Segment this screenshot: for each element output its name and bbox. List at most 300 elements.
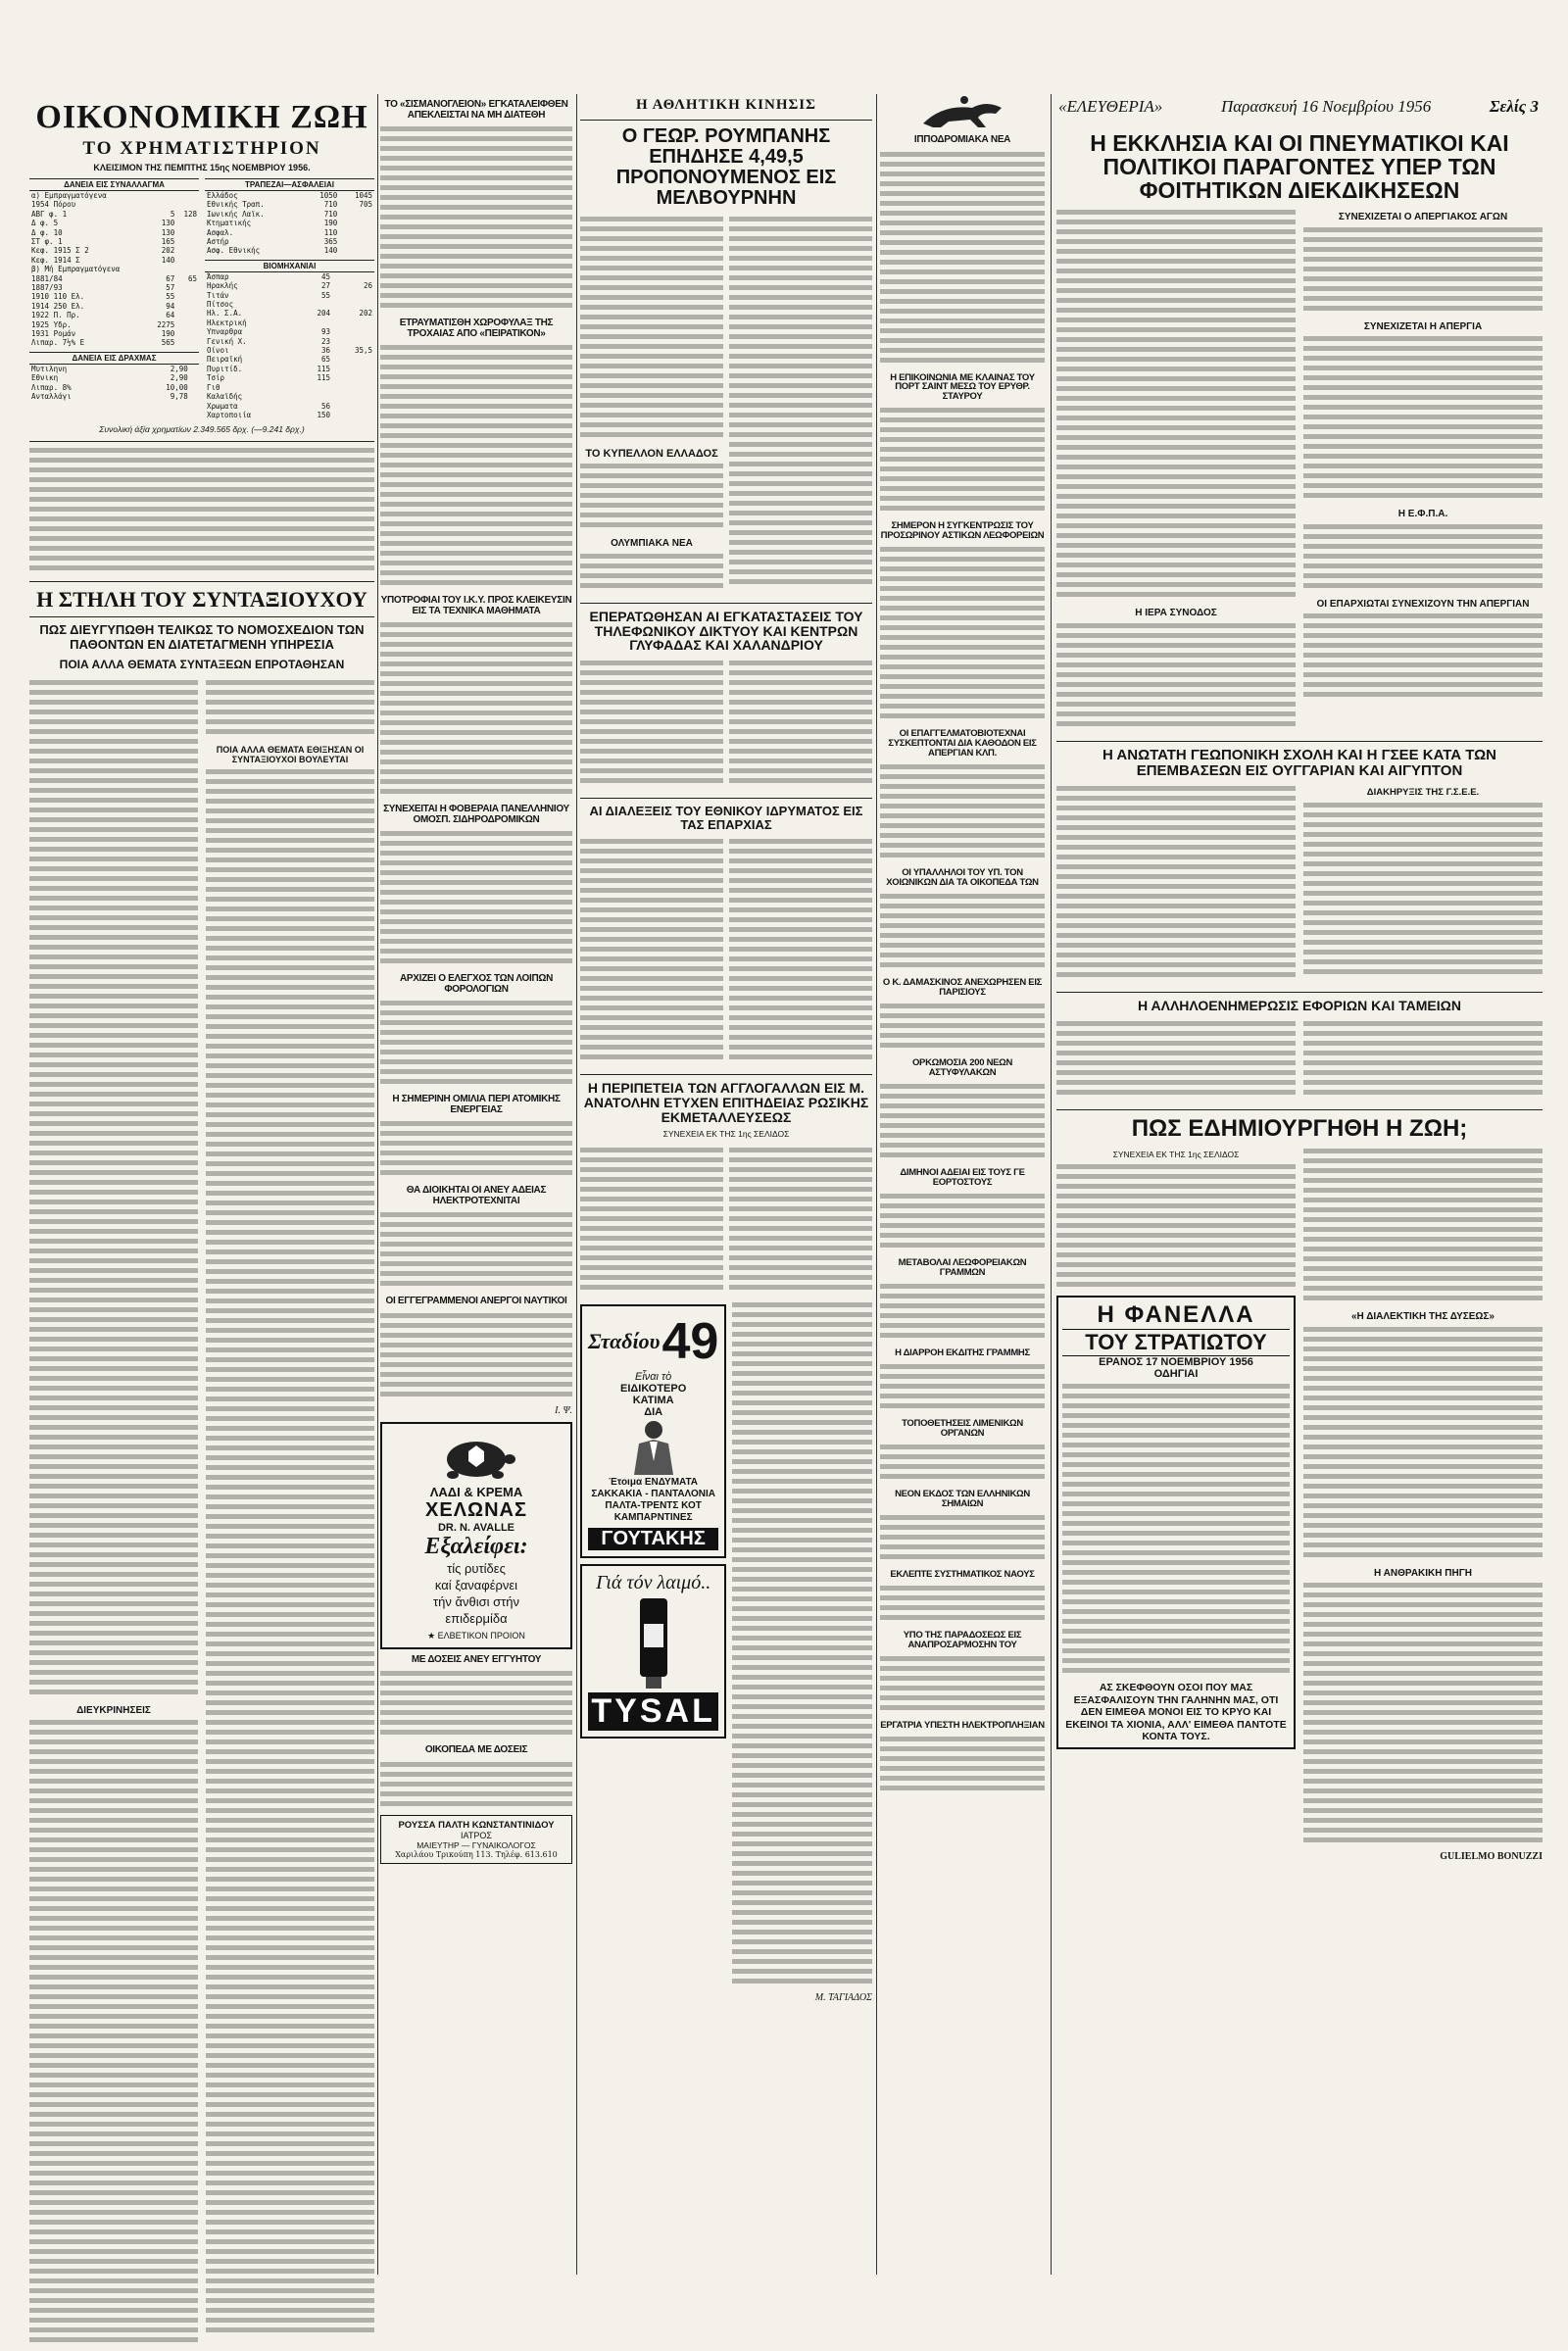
industry-row (205, 373, 374, 382)
stock-name: Δ φ. 10 (31, 227, 63, 237)
ad-brand-block: ΓΟΥΤΑΚΗΣ (588, 1528, 718, 1550)
drachma-loans-head: ΔΑΝΕΙΑ ΕΙΣ ΔΡΑΧΜΑΣ (29, 352, 199, 364)
stock-price (176, 283, 199, 292)
stock-name: Οίνοι (207, 346, 229, 356)
industry-row (205, 271, 374, 281)
continued-note: ΣΥΝΕΧΕΙΑ ΕΚ ΤΗΣ 1ης ΣΕΛΙΔΟΣ (1112, 1150, 1240, 1160)
doctor-role: ΙΑΤΡΟΣ (461, 1830, 492, 1840)
ad-line: επιδερμίδα (445, 1610, 508, 1626)
stock-price (176, 265, 199, 273)
subhead: «Η ΔΙΑΛΕΚΤΙΚΗ ΤΗΣ ΔΥΣΕΩΣ» (1351, 1311, 1494, 1323)
stock-price (176, 200, 199, 209)
stock-price: 202 (359, 309, 372, 318)
divider (29, 581, 374, 582)
stock-name: Γενική Χ. (207, 336, 247, 346)
headline: ΑΙ ΔΙΑΛΕΞΕΙΣ ΤΟΥ ΕΘΝΙΚΟΥ ΙΔΡΥΜΑΤΟΣ ΕΙΣ ΤΑΣ ΕΠΑΡΧΙΑΣ (589, 803, 863, 832)
stock-price: 190 (161, 329, 175, 339)
ad-line: καί ξαναφέρνει (434, 1577, 518, 1592)
industry-row (205, 365, 374, 373)
stock-price (332, 327, 374, 336)
ad-script: Εξαλείφει: (424, 1533, 528, 1559)
headline: ΤΟ «ΣΙΣΜΑΝΟΓΛΕΙΟΝ» ΕΓΚΑΤΑΛΕΙΦΘΕΝ ΑΠΕΚΛΕΙΣΤΑΙ ΝΑ ΜΗ ΔΙΑΤΕΘΗ (384, 99, 568, 121)
pension-subhead-2: ΠΟΙΑ ΑΛΛΑ ΘΕΜΑΤΑ ΣΥΝΤΑΞΕΩΝ ΕΠΡΟΤΑΘΗΣΑΝ (59, 658, 345, 672)
ad-line: τήν ἄνθισι στήν (432, 1593, 520, 1609)
loan-row (29, 256, 199, 265)
stock-name: Χαρτοποιία (207, 410, 252, 419)
subhead: ΣΥΝΕΧΙΖΕΤΑΙ Ο ΑΠΕΡΓΙΑΚΟΣ ΑΓΩΝ (1338, 212, 1508, 223)
page-number: Σελίς 3 (1489, 97, 1539, 116)
stock-price: 165 (161, 237, 175, 246)
stock-price: 204 (317, 309, 330, 318)
headline: ΟΙ ΕΠΑΓΓΕΛΜΑΤΟΒΙΟΤΕΧΝΑΙ ΣΥΣΚΕΠΤΟΝΤΑΙ ΔΙΑ ΚΑΘΟΔΟΝ ΕΙΣ ΑΠΕΡΓΙΑΝ ΚΛΠ. (888, 728, 1037, 759)
drachma-loan-row (29, 373, 199, 382)
ad-line: ΔΙΑ (644, 1406, 663, 1419)
stock-price (339, 246, 374, 255)
doctor-name: ΡΟΥΣΣΑ ΠΑΛΤΗ ΚΩΝΣΤΑΝΤΙΝΙΔΟΥ (398, 1819, 555, 1831)
stock-price (299, 383, 332, 392)
stock-price (299, 392, 332, 401)
section-title: ΟΙΚΟΝΟΜΙΚΗ ΖΩΗ (35, 99, 368, 135)
stock-price: 115 (317, 364, 330, 373)
stock-price: 93 (320, 327, 330, 337)
stock-name: 1914 250 Ελ. (31, 301, 85, 311)
stock-price: 2,90 (170, 364, 188, 373)
loan-row (29, 210, 199, 219)
stock-price: 36 (320, 346, 330, 356)
tysal-ad (580, 1564, 726, 1739)
column-rule (876, 94, 877, 2275)
ad-title-2: ΧΕΛΩΝΑΣ (425, 1498, 527, 1521)
headline: ΕΚΛΕΠΤΕ ΣΥΣΤΗΜΑΤΙΚΟΣ ΝΑΟΥΣ (890, 1568, 1035, 1580)
stock-name: Μυτιληνη (31, 364, 68, 373)
industry-row (205, 355, 374, 364)
ad-brand: Σταδίου (588, 1329, 661, 1354)
stock-price: 65 (320, 355, 330, 365)
stock-price (332, 373, 374, 382)
stock-price: 27 (320, 281, 330, 291)
headline: ΟΙΚΟΠΕΔΑ ΜΕ ΔΟΣΕΙΣ (424, 1744, 528, 1755)
stock-name: Τιτάν (207, 290, 229, 300)
stock-name: Ηλ. Σ.Α. (207, 309, 243, 318)
stock-price (190, 373, 199, 382)
stock-name: Τσίρ (207, 373, 225, 383)
loan-row (29, 200, 199, 209)
stock-price: 1050 (319, 190, 338, 200)
subhead: ΔΙΑΚΗΡΥΞΙΣ ΤΗΣ Γ.Σ.Ε.Ε. (1366, 787, 1480, 799)
issue-date: Παρασκευή 16 Νοεμβρίου 1956 (1220, 97, 1432, 116)
foreign-loans-head: ΔΑΝΕΙΑ ΕΙΣ ΣΥΝΑΛΛΑΓΜΑ (29, 178, 199, 190)
stock-price: 110 (323, 227, 338, 237)
ad-line: τίς ρυτίδες (447, 1560, 506, 1576)
industry-row (205, 291, 374, 300)
stock-price (176, 219, 199, 227)
industry-row (205, 346, 374, 355)
headline: ΔΙΜΗΝΟΙ ΑΔΕΙΑΙ ΕΙΣ ΤΟΥΣ ΓΕ ΕΟΡΤΟΣΤΟΥΣ (900, 1167, 1025, 1189)
loan-row (29, 190, 199, 200)
stock-name: α) Εμπραγματόγενα (31, 190, 107, 200)
doctor-specialty: ΜΑΙΕΥΤΗΡ — ΓΥΝΑΙΚΟΛΟΓΟΣ (416, 1839, 536, 1850)
stock-name: Κτηματικής (207, 219, 252, 228)
loan-row (29, 311, 199, 319)
stock-name: Δ φ. 5 (31, 219, 59, 228)
headline: Ο ΓΕΩΡ. ΡΟΥΜΠΑΝΗΣ ΕΠΗΔΗΣΕ 4,49,5 ΠΡΟΠΟΝΟΥΜΕΝΟΣ ΕΙΣ ΜΕΛΒΟΥΡΝΗΝ (615, 124, 837, 209)
headline: ΤΟΠΟΘΕΤΗΣΕΙΣ ΛΙΜΕΝΙΚΩΝ ΟΡΓΑΝΩΝ (902, 1417, 1023, 1439)
industry-row (205, 411, 374, 419)
stock-price: 140 (161, 255, 175, 265)
stock-price (190, 392, 199, 401)
pension-mid-subhead: ΠΟΙΑ ΑΛΛΑ ΘΕΜΑΤΑ ΕΘΙΞΗΣΑΝ ΟΙ ΣΥΝΤΑΞΙΟΥΧΟΙ ΒΟΥΛΕΥΤΑΙ (216, 744, 365, 765)
loan-row (29, 237, 199, 246)
stock-price (332, 383, 374, 392)
turtle-icon (386, 1430, 566, 1485)
stock-name: Λιπαρ. 7½% Ε (31, 338, 85, 348)
stock-price: 45 (320, 271, 330, 281)
headline: Η ΑΝΩΤΑΤΗ ΓΕΩΠΟΝΙΚΗ ΣΧΟΛΗ ΚΑΙ Η ΓΣΕΕ ΚΑΤΑ ΤΩΝ ΕΠΕΜΒΑΣΕΩΝ ΕΙΣ ΟΥΓΓΑΡΙΑΝ ΚΑΙ ΑΙΓΥΠΤΟΝ (1102, 746, 1496, 779)
market-report-text (29, 448, 374, 575)
box-instructions: ΟΔΗΓΙΑΙ (1153, 1368, 1199, 1381)
divider (1056, 741, 1543, 742)
stock-name: Ανταλλάγι (31, 392, 72, 402)
turtle-cream-ad (380, 1422, 572, 1649)
loan-row (29, 338, 199, 347)
subhead: ΣΥΝΕΧΙΖΕΤΑΙ Η ΑΠΕΡΓΙΑ (1363, 320, 1483, 332)
stock-name: Ελλάδος (207, 190, 238, 200)
bank-row (205, 210, 374, 219)
stock-price: 56 (320, 401, 330, 411)
stock-name: 1931 Ρομάν (31, 329, 76, 339)
industry-row (205, 318, 374, 327)
column-rule (377, 94, 378, 2275)
stock-name: Άσπαρ (207, 271, 229, 281)
stock-price: 64 (166, 311, 175, 320)
stock-tables (29, 178, 374, 419)
ad-brand: DR. N. AVALLE (437, 1521, 514, 1534)
turnover-note: Συνολική άξία χρηματίων 2.349.565 δρχ. (—9.241 δρχ.) (99, 424, 305, 435)
suit-figure-icon (588, 1418, 718, 1477)
loan-row (29, 219, 199, 227)
subhead: ΟΛΥΜΠΙΑΚΑ ΝΕΑ (611, 538, 693, 550)
industry-row (205, 281, 374, 290)
stock-price: 55 (320, 290, 330, 300)
pension-subhead: ΠΩΣ ΔΙΕΥΓΥΠΩΘΗ ΤΕΛΙΚΩΣ ΤΟ ΝΟΜΟΣΧΕΔΙΟΝ ΤΩΝ ΠΑΘΟΝΤΩΝ ΕΝ ΔΙΑΤΕΤΑΓΜΕΝΗ ΥΠΗΡΕΣΙΑ (39, 622, 365, 653)
loan-row (29, 274, 199, 283)
stock-name: 1910 110 Ελ. (31, 292, 85, 302)
industry-row (205, 300, 374, 309)
stock-name: Εθνικη (31, 373, 59, 383)
stock-name: 1881/84 (31, 273, 63, 283)
stock-price (149, 265, 177, 273)
ad-line: ΚΑΤΙΜΑ (632, 1395, 674, 1407)
stock-price (176, 190, 199, 200)
ad-line: ΕΙΔΙΚΟΤΕΡΟ (619, 1383, 687, 1396)
headline: Η ΔΙΑΡΡΟΗ ΕΚΔΙΤΗΣ ΓΡΑΜΜΗΣ (895, 1347, 1030, 1358)
stock-name: Κεφ. 1915 Σ 2 (31, 246, 89, 256)
industry-row (205, 309, 374, 318)
headline: ΥΠΟΤΡΟΦΙΑΙ ΤΟΥ Ι.Κ.Υ. ΠΡΟΣ ΚΛΕΙΚΕΥΣΙΝ ΕΙΣ ΤΑ ΤΕΧΝΙΚΑ ΜΑΘΗΜΑΤΑ (380, 595, 572, 616)
ad-number: 49 (662, 1313, 719, 1371)
stock-name: Ηλεκτρική (207, 318, 247, 327)
headline: Ο Κ. ΔΑΜΑΣΚΙΝΟΣ ΑΝΕΧΩΡΗΣΕΝ ΕΙΣ ΠΑΡΙΣΙΟΥΣ (882, 977, 1043, 999)
bank-row (205, 228, 374, 237)
stock-price (339, 228, 374, 237)
sports-kicker: Η ΑΘΛΗΤΙΚΗ ΚΙΝΗΣΙΣ (636, 97, 816, 113)
stock-price: 67 (166, 273, 175, 283)
drachma-loan-row (29, 383, 199, 392)
stock-price: 565 (161, 338, 175, 348)
box-title-2: ΤΟΥ ΣΤΡΑΤΙΩΤΟΥ (1062, 1329, 1290, 1355)
stock-price (339, 237, 374, 246)
ad-title: ΛΑΔΙ & ΚΡΕΜΑ (429, 1484, 523, 1499)
subhead: Η Ε.Φ.Π.Α. (1397, 509, 1448, 520)
subhead: ΟΙ ΕΠΑΡΧΙΩΤΑΙ ΣΥΝΕΧΙΖΟΥΝ ΤΗΝ ΑΠΕΡΓΙΑΝ (1316, 598, 1530, 610)
stock-price (176, 228, 199, 237)
news-column-4 (880, 94, 1045, 1799)
stock-price: 2,90 (170, 373, 188, 383)
headline: ΟΙ ΥΠΑΛΛΗΛΟΙ ΤΟΥ ΥΠ. ΤΟΝ ΧΟΙΩΝΙΚΩΝ ΔΙΑ ΤΑ ΟΙΚΟΠΕΔΑ ΤΩΝ (886, 867, 1039, 889)
headline: ΣΗΜΕΡΟΝ Η ΣΥΓΚΕΝΤΡΩΣΙΣ ΤΟΥ ΠΡΟΣΩΡΙΝΟΥ ΑΣΤΙΚΩΝ ΛΕΩΦΟΡΕΙΩΝ (880, 520, 1045, 542)
stock-exchange-title: ΤΟ ΧΡΗΜΑΤΙΣΤΗΡΙΟΝ (82, 137, 321, 159)
headline: ΙΠΠΟΔΡΟΜΙΑΚΑ ΝΕΑ (913, 134, 1011, 145)
headline: ΝΕΟΝ ΕΚΔΟΣ ΤΩΝ ΕΛΛΗΝΙΚΩΝ ΣΗΜΑΙΩΝ (895, 1488, 1030, 1509)
stock-name: Ασφαλ. (207, 227, 234, 237)
stock-price: 5 (170, 209, 175, 219)
stock-price: 150 (317, 410, 330, 419)
stock-price: 115 (317, 373, 330, 383)
divider (1056, 992, 1543, 993)
headline: Η ΑΛΛΗΛΟΕΝΗΜΕΡΩΣΙΣ ΕΦΟΡΙΩΝ ΚΑΙ ΤΑΜΕΙΩΝ (1138, 998, 1461, 1014)
stock-name: ΑΒΓ φ. 1 (31, 209, 68, 219)
ad-line: Εἶναι τὸ (634, 1371, 672, 1384)
banks-table (205, 178, 374, 419)
stock-name: Υπναρθρα (207, 327, 243, 337)
industry-row (205, 327, 374, 336)
loan-row (29, 283, 199, 292)
subhead: Η ΙΕΡΑ ΣΥΝΟΔΟΣ (1135, 608, 1217, 619)
stock-price: 10,00 (166, 382, 188, 392)
stock-price (332, 271, 374, 281)
stock-price (299, 300, 332, 309)
industry-head: ΒΙΟΜΗΧΑΝΙΑΙ (205, 260, 374, 271)
stock-name: Πυριτίδ. (207, 364, 243, 373)
stock-name: 1922 Π. Πρ. (31, 311, 80, 320)
stock-price (332, 411, 374, 419)
ad-line: Έτοιμα ΕΝΔΥΜΑΤΑ ΣΑΚΚΑΚΙΑ - ΠΑΝΤΑΛΟΝΙΑ ΠΑΛΤΑ-ΤΡΕΝΤΣ ΚΟΤ ΚΑΜΠΑΡΝΤΙΝΕΣ (591, 1477, 715, 1524)
stock-price: 190 (323, 219, 338, 228)
goutakis-ad (580, 1304, 726, 1558)
subhead: ΤΟ ΚΥΠΕΛΛΟΝ ΕΛΛΑΔΟΣ (585, 447, 718, 460)
headline: ΥΠΟ ΤΗΣ ΠΑΡΑΔΟΣΕΩΣ ΕΙΣ ΑΝΑΠΡΟΣΑΡΜΟΣΗΝ ΤΟΥ (903, 1629, 1022, 1650)
industry-row (205, 392, 374, 401)
headline: Η ΕΚΚΛΗΣΙΑ ΚΑΙ ΟΙ ΠΝΕΥΜΑΤΙΚΟΙ ΚΑΙ ΠΟΛΙΤΙΚΟΙ ΠΑΡΑΓΟΝΤΕΣ ΥΠΕΡ ΤΩΝ ΦΟΙΤΗΤΙΚΩΝ ΔΙΕΚΔΙΚΗΣΕΩΝ (1090, 130, 1509, 204)
medicine-tube-icon (588, 1594, 718, 1692)
headline: ΕΠΕΡΑΤΩΘΗΣΑΝ ΑΙ ΕΓΚΑΤΑΣΤΑΣΕΙΣ ΤΟΥ ΤΗΛΕΦΩΝΙΚΟΥ ΔΙΚΤΥΟΥ ΚΑΙ ΚΕΝΤΡΩΝ ΓΛΥΦΑΔΑΣ ΚΑΙ ΧΑΛΑΝΔΡΙΟΥ (589, 608, 863, 654)
loan-row (29, 302, 199, 311)
stock-price: 130 (161, 227, 175, 237)
stock-price (176, 246, 199, 255)
doctor-card (380, 1815, 572, 1864)
stock-price (332, 392, 374, 401)
stock-name: Καλαϊδής (207, 392, 243, 402)
stock-price (332, 318, 374, 327)
headline: ΜΕ ΔΟΣΕΙΣ ΑΝΕΥ ΕΓΓΥΗΤΟΥ (411, 1653, 542, 1665)
stock-price: 710 (323, 209, 338, 219)
horse-rider-icon (880, 94, 1045, 129)
column-rule (576, 94, 577, 2275)
industry-row (205, 402, 374, 411)
stock-price: 202 (161, 246, 175, 256)
stock-name: Κεφ. 1914 Σ (31, 255, 80, 265)
loan-row (29, 246, 199, 255)
banks-head: ΤΡΑΠΕΖΑΙ—ΑΣΦΑΛΕΙΑΙ (205, 178, 374, 190)
stock-price: 128 (183, 209, 197, 219)
ad-brand: TYSAL (588, 1692, 718, 1731)
stock-price (332, 291, 374, 300)
stock-name: Πειραϊκή (207, 355, 243, 365)
pension-column-title: Η ΣΤΗΛΗ ΤΟΥ ΣΥΝΤΑΞΙΟΥΧΟΥ (36, 587, 368, 612)
industry-row (205, 383, 374, 392)
stock-price (176, 237, 199, 246)
ad-footer: ★ ΕΛΒΕΤΙΚΟΝ ΠΡΟΙΟΝ (427, 1630, 525, 1641)
headline: ΟΙ ΕΓΓΕΓΡΑΜΜΕΝΟΙ ΑΝΕΡΓΟΙ ΝΑΥΤΙΚΟΙ (385, 1296, 567, 1306)
headline: Η ΠΕΡΙΠΕΤΕΙΑ ΤΩΝ ΑΓΓΛΟΓΑΛΛΩΝ ΕΙΣ Μ. ΑΝΑΤΟΛΗΝ ΕΤΥΧΕΝ ΕΠΙΤΗΔΕΙΑΣ ΡΩΣΙΚΗΣ ΕΚΜΕΤΑΛΛΕΥΣΕΩΣ (583, 1080, 869, 1125)
bank-row (205, 246, 374, 255)
bank-row (205, 200, 374, 209)
masthead (1058, 94, 1539, 120)
economy-column (29, 94, 374, 2351)
divider (29, 616, 374, 617)
divider (580, 120, 872, 121)
headline: ΕΡΓΑΤΡΙΑ ΥΠΕΣΤΗ ΗΛΕΚΤΡΟΠΛΗΞΙΑΝ (880, 1719, 1045, 1731)
sports-column (580, 94, 872, 2003)
stock-name: 1954 Πόρου (31, 200, 76, 210)
stock-price: 57 (166, 283, 175, 293)
stock-price (332, 337, 374, 346)
stock-price (176, 338, 199, 347)
signature: Ι. Ψ. (555, 1404, 572, 1416)
stock-price (149, 200, 177, 209)
stock-name: Λιπαρ. 8% (31, 382, 72, 392)
headline: ΣΥΝΕΧΕΙΤΑΙ Η ΦΟΒΕΡΑΙΑ ΠΑΝΕΛΛΗΝΙΟΥ ΟΜΟΣΠ. ΣΙΔΗΡΟΔΡΟΜΙΚΩΝ (383, 804, 569, 825)
stock-name: Εθνικής Τραπ. (207, 200, 265, 210)
bank-row (205, 190, 374, 200)
loan-row (29, 228, 199, 237)
drachma-loan-row (29, 392, 199, 401)
bank-row (205, 219, 374, 227)
stock-price (176, 302, 199, 311)
news-column-5 (1056, 127, 1543, 1862)
stock-price (176, 311, 199, 319)
stock-price (332, 355, 374, 364)
stock-price (176, 329, 199, 338)
stock-price: 130 (161, 219, 175, 228)
divider (580, 603, 872, 604)
stock-name: Αστήρ (207, 237, 229, 246)
drachma-loan-row (29, 364, 199, 373)
loan-row (29, 265, 199, 273)
stock-price (176, 256, 199, 265)
stock-name: Χρωματα (207, 401, 238, 411)
box-title: Η ΦΑΝΕΛΛΑ (1097, 1301, 1255, 1329)
headline: Η ΕΠΙΚΟΙΝΩΝΙΑ ΜΕ ΚΛΑΙΝΑΣ ΤΟΥ ΠΟΡΤ ΣΑΙΝΤ ΜΕΣΩ ΤΟΥ ΕΡΥΘΡ. ΣΤΑΥΡΟΥ (890, 371, 1035, 403)
pension-body (29, 676, 374, 2351)
box-footer: ΑΣ ΣΚΕΦΘΟΥΝ ΟΣΟΙ ΠΟΥ ΜΑΣ ΕΞΑΣΦΑΛΙΣΟΥΝ ΤΗΝ ΓΑΛΗΝΗΝ ΜΑΣ, ΟΤΙ ΔΕΝ ΕΙΜΕΘΑ ΜΟΝΟΙ ΕΙΣ ΤΟ ΚΡΥΟ ΚΑΙ ΕΚΕΙΝΟΙ ΤΑ ΧΙΟΝΙΑ, ΑΛΛ' ΕΙΜΕΘΑ ΠΑΝΤΟΤΕ ΚΟΝΤΑ ΤΟΥΣ. (1065, 1682, 1287, 1743)
foreign-loans-table (29, 178, 199, 419)
stock-name: Ηρακλής (207, 281, 238, 291)
stock-price: 94 (166, 301, 175, 311)
divider (580, 798, 872, 799)
stock-name: Πίτσος (207, 300, 234, 310)
stock-name: 1925 Υδρ. (31, 319, 72, 329)
box-date: ΕΡΑΝΟΣ 17 ΝΟΕΜΒΡΙΟΥ 1956 (1062, 1355, 1290, 1368)
loan-row (29, 292, 199, 301)
subhead: Η ΑΝΘΡΑΚΙΚΗ ΠΗΓΗ (1374, 1567, 1472, 1579)
stock-price (339, 219, 374, 227)
stock-name: Ασφ. Εθνικής (207, 246, 261, 256)
stock-name: β) Μή Εμπραγματόγενα (31, 265, 121, 274)
stock-price (190, 383, 199, 392)
byline: Μ. ΤΑΓΙΑΔΟΣ (814, 1992, 872, 2004)
stock-price: 9,78 (170, 392, 188, 402)
stock-price (299, 318, 332, 327)
stock-price: 23 (320, 336, 330, 346)
stock-name: Γιθ (207, 382, 220, 392)
stock-price (190, 364, 199, 373)
column-rule (1051, 94, 1052, 2275)
headline: ΜΕΤΑΒΟΛΑΙ ΛΕΩΦΟΡΕΙΑΚΩΝ ΓΡΑΜΜΩΝ (898, 1257, 1027, 1278)
headline: ΘΑ ΔΙΟΙΚΗΤΑΙ ΟΙ ΑΝΕΥ ΑΔΕΙΑΣ ΗΛΕΚΤΡΟΤΕΧΝΙΤΑΙ (406, 1185, 547, 1206)
clarifications-head: ΔΙΕΥΚΡΙΝΗΣΕΙΣ (76, 1704, 151, 1716)
stock-price: 1045 (354, 190, 372, 200)
stock-price: 2275 (157, 319, 175, 329)
stock-price: 710 (323, 200, 338, 210)
stock-price (339, 210, 374, 219)
stock-price (332, 365, 374, 373)
stock-price (149, 190, 177, 200)
author-signature: GULIELMO BONUZZI (1440, 1851, 1543, 1863)
stock-name: ΣΤ φ. 1 (31, 237, 63, 246)
loan-row (29, 320, 199, 329)
divider (580, 1074, 872, 1075)
stock-price: 55 (166, 292, 175, 302)
headline: ΟΡΚΩΜΟΣΙΑ 200 ΝΕΩΝ ΑΣΤΥΦΥΛΑΚΩΝ (911, 1057, 1013, 1079)
stock-price: 365 (323, 237, 338, 246)
continued-note: ΣΥΝΕΧΕΙΑ ΕΚ ΤΗΣ 1ης ΣΕΛΙΔΟΣ (662, 1129, 790, 1140)
stock-price: 705 (359, 200, 372, 210)
doctor-address: Χαριλάου Τρικούπη 113. Τηλέφ. 613.610 (395, 1849, 558, 1859)
divider (1056, 1109, 1543, 1110)
headline: Η ΣΗΜΕΡΙΝΗ ΟΜΙΛΙΑ ΠΕΡΙ ΑΤΟΜΙΚΗΣ ΕΝΕΡΓΕΙΑΣ (392, 1094, 561, 1115)
stock-name: Ιωνικής Λαϊκ. (207, 209, 265, 219)
stock-price: 26 (363, 281, 372, 291)
stock-price: 140 (323, 246, 338, 256)
headline: ΑΡΧΙΖΕΙ Ο ΕΛΕΓΧΟΣ ΤΩΝ ΛΟΙΠΩΝ ΦΟΡΟΛΟΓΙΩΝ (399, 973, 554, 995)
stock-price: 65 (187, 273, 197, 283)
stock-price (332, 402, 374, 411)
loan-row (29, 329, 199, 338)
bank-row (205, 237, 374, 246)
ad-title: Γιά τόν λαιμό.. (596, 1572, 711, 1594)
stock-price (332, 300, 374, 309)
stock-price (176, 292, 199, 301)
divider (29, 441, 374, 442)
news-column-2 (380, 94, 572, 1868)
headline: ΠΩΣ ΕΔΗΜΙΟΥΡΓΗΘΗ Η ΖΩΗ; (1131, 1115, 1468, 1143)
headline: ΕΤΡΑΥΜΑΤΙΣΘΗ ΧΩΡΟΦΥΛΑΞ ΤΗΣ ΤΡΟΧΑΙΑΣ ΑΠΟ «ΠΕΙΡΑΤΙΚΟΝ» (399, 318, 554, 339)
soldier-shirt-box (1056, 1296, 1296, 1749)
stock-name: 1887/93 (31, 283, 63, 293)
industry-row (205, 337, 374, 346)
stock-dateline: ΚΛΕΙΣΙΜΟΝ ΤΗΣ ΠΕΜΠΤΗΣ 15ης ΝΟΕΜΒΡΙΟΥ 1956. (93, 162, 311, 172)
